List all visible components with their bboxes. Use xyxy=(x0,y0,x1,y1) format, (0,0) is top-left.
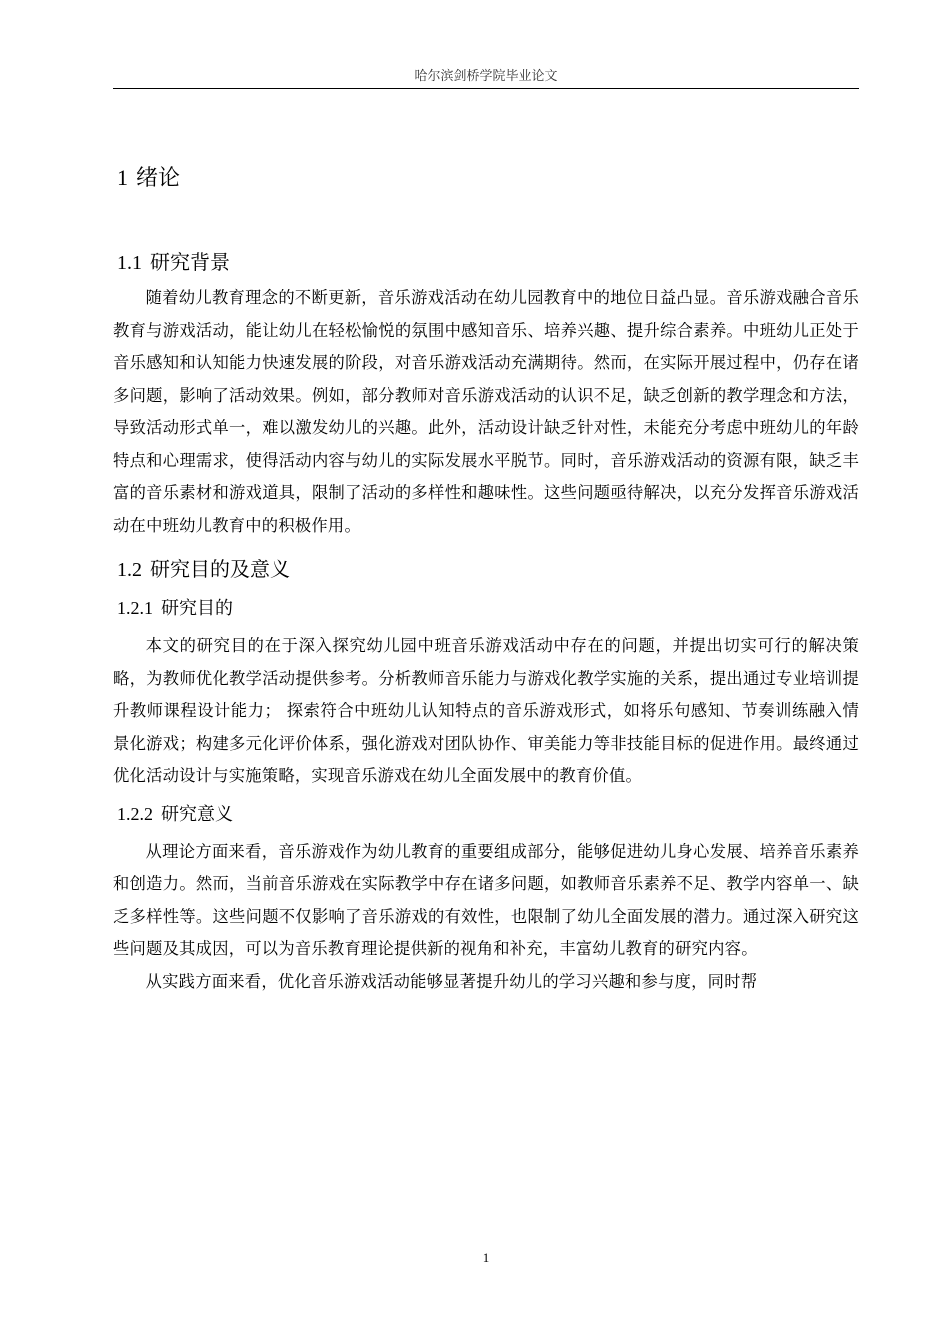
section-number: 1.1 xyxy=(117,252,142,274)
subsection-heading-1-2-2 xyxy=(117,799,859,830)
paragraph-purpose: 本文的研究目的在于深入探究幼儿园中班音乐游戏活动中存在的问题，并提出切实可行的解决策略，为教师优化教学活动提供参考。分析教师音乐能力与游戏化教学实施的关系，提出通过专业培训提升教师课程设计能力； 探索符合中班幼儿认知特点的音乐游戏形式，如将乐句感知、节奏训练融入情景化游戏；构建多元化评价体系，强化游戏对团队协作、审美能力等非技能目标的促进作用。最终通过优化活动设计与实施策略，实现音乐游戏在幼儿全面发展中的教育价值。 xyxy=(113,636,859,785)
section-heading-1-1 xyxy=(117,245,859,280)
chapter-number: 1 xyxy=(117,165,128,190)
subsection-title: 研究意义 xyxy=(161,803,233,825)
subsection-number: 1.2.2 xyxy=(117,803,153,824)
chapter-title: 绪论 xyxy=(136,166,181,191)
page-number: 1 xyxy=(482,1250,490,1265)
running-header: 哈尔滨剑桥学院毕业论文 xyxy=(414,69,558,84)
subsection-heading-1-2-1 xyxy=(117,593,859,624)
header-rule xyxy=(113,88,859,89)
subsection-title: 研究目的 xyxy=(161,598,233,619)
paragraph-significance-practice: 从实践方面来看，优化音乐游戏活动能够显著提升幼儿的学习兴趣和参与度，同时帮 xyxy=(145,971,758,991)
section-title: 研究背景 xyxy=(150,250,230,274)
page-content xyxy=(113,160,859,998)
section-number: 1.2 xyxy=(117,559,142,581)
chapter-heading xyxy=(117,160,859,197)
paragraph-significance-theory: 从理论方面来看，音乐游戏作为幼儿教育的重要组成部分，能够促进幼儿身心发展、培养音乐素养和创造力。然而，当前音乐游戏在实际教学中存在诸多问题，如教师音乐素养不足、教学内容单一、缺乏多样性等。这些问题不仅影响了音乐游戏的有效性，也限制了幼儿全面发展的潜力。通过深入研究这些问题及其成因，可以为音乐教育理论提供新的视角和补充，丰富幼儿教育的研究内容。 xyxy=(113,841,859,958)
subsection-number: 1.2.1 xyxy=(117,598,153,618)
paragraph-background: 随着幼儿教育理念的不断更新，音乐游戏活动在幼儿园教育中的地位日益凸显。音乐游戏融合音乐教育与游戏活动，能让幼儿在轻松愉悦的氛围中感知音乐、培养兴趣、提升综合素养。中班幼儿正处于音乐感知和认知能力快速发展的阶段，对音乐游戏活动充满期待。然而，在实际开展过程中，仍存在诸多问题，影响了活动效果。例如，部分教师对音乐游戏活动的认识不足，缺乏创新的教学理念和方法，导致活动形式单一，难以激发幼儿的兴趣。此外，活动设计缺乏针对性，未能充分考虑中班幼儿的年龄特点和心理需求，使得活动内容与幼儿的实际发展水平脱节。同时，音乐游戏活动的资源有限，缺乏丰富的音乐素材和游戏道具，限制了活动的多样性和趣味性。这些问题亟待解决，以充分发挥音乐游戏活动在中班幼儿教育中的积极作用。 xyxy=(113,288,859,535)
section-title: 研究目的及意义 xyxy=(150,557,290,581)
section-heading-1-2 xyxy=(117,552,859,587)
